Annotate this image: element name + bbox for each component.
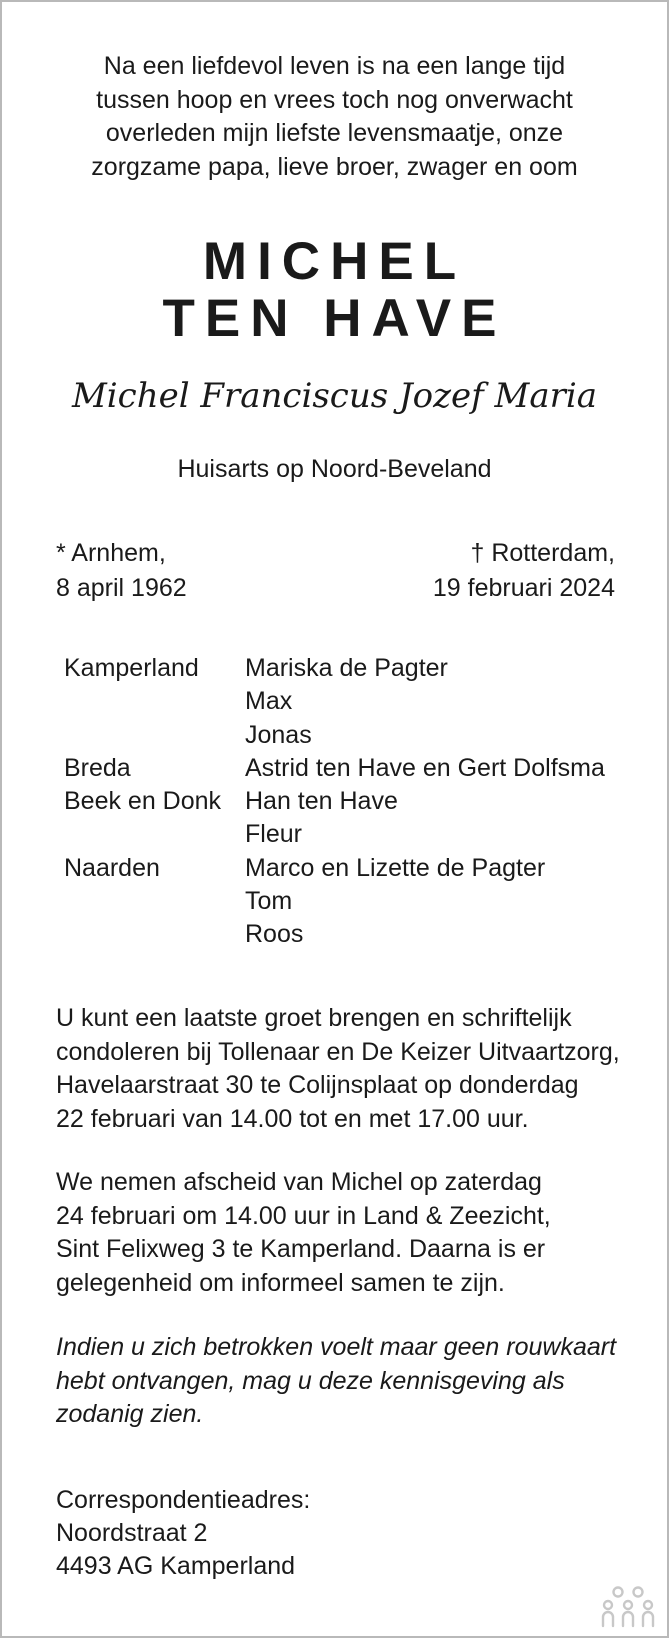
family-place: Naarden [64,853,160,882]
family-place [64,685,245,718]
notice-line: hebt ontvangen, mag u deze kennisgeving als [56,1366,565,1395]
intro-line: overleden mijn liefste levensmaatje, onze [105,119,564,147]
family-row [64,652,605,685]
family-row [64,752,605,785]
address-street: Noordstraat 2 [56,1519,208,1547]
farewell-line: gelegenheid om informeel samen te zijn. [56,1268,505,1297]
notice-line: zodanig zien. [56,1400,204,1428]
birth-date: 8 april 1962 [56,574,187,602]
family-row [64,852,605,885]
address-city: 4493 AG Kamperland [56,1552,296,1580]
deceased-full-name: Michel Franciscus Jozef Maria [71,376,597,416]
family-name: Jonas [245,720,312,749]
farewell-line: 24 februari om 14.00 uur in Land & Zeezicht, [56,1201,551,1230]
people-group-icon [601,1584,655,1628]
death-date: 19 februari 2024 [432,574,615,602]
family-name: Astrid ten Have en Gert Dolfsma [245,753,605,782]
intro-line: zorgzame papa, lieve broer, zwager en oom [91,152,578,181]
farewell-paragraph [56,1166,614,1300]
correspondence-address [56,1484,310,1583]
family-row [64,685,605,718]
family-place [64,719,245,752]
intro-text [42,50,627,184]
intro-line: Na een liefdevol leven is na een lange tijd [103,52,566,80]
family-row [64,785,605,818]
address-label: Correspondentieadres: [56,1486,311,1514]
birth-info [56,536,187,606]
deceased-last-name: TEN HAVE [162,289,507,348]
notice-line: Indien u zich betrokken voelt maar geen rouwkaart [56,1333,617,1361]
family-place [64,918,245,951]
condolence-paragraph [56,1002,620,1136]
family-place [64,885,245,918]
notice-paragraph [56,1331,617,1432]
deceased-profession: Huisarts op Noord-Beveland [177,455,492,483]
family-row [64,918,605,951]
family-name: Han ten Have [245,787,398,816]
deceased-first-name: MICHEL [202,232,467,291]
family-name: Fleur [245,820,302,849]
death-info [433,536,615,606]
intro-line: tussen hoop en vrees toch nog onverwacht [96,85,573,114]
family-name: Marco en Lizette de Pagter [245,853,546,882]
family-name: Roos [245,920,304,949]
family-row [64,719,605,752]
death-place: † Rotterdam, [470,539,615,567]
birth-place: * Arnhem, [56,539,166,567]
family-list [64,652,605,952]
family-place [64,818,245,851]
condolence-line: U kunt een laatste groet brengen en schriftelijk [56,1004,572,1032]
condolence-line: 22 februari van 14.00 tot en met 17.00 uur. [56,1104,529,1133]
farewell-line: We nemen afscheid van Michel op zaterdag [56,1168,542,1196]
family-place: Breda [64,753,131,782]
family-row [64,885,605,918]
family-place: Beek en Donk [64,787,222,816]
condolence-line: condoleren bij Tollenaar en De Keizer Uitvaartzorg, [56,1037,620,1066]
family-name: Max [245,687,293,716]
family-name: Mariska de Pagter [245,654,448,682]
family-name: Tom [245,887,293,916]
farewell-line: Sint Felixweg 3 te Kamperland. Daarna is er [56,1235,546,1263]
family-place: Kamperland [64,654,199,682]
condolence-line: Havelaarstraat 30 te Colijnsplaat op donderdag [56,1071,579,1099]
family-row [64,818,605,851]
